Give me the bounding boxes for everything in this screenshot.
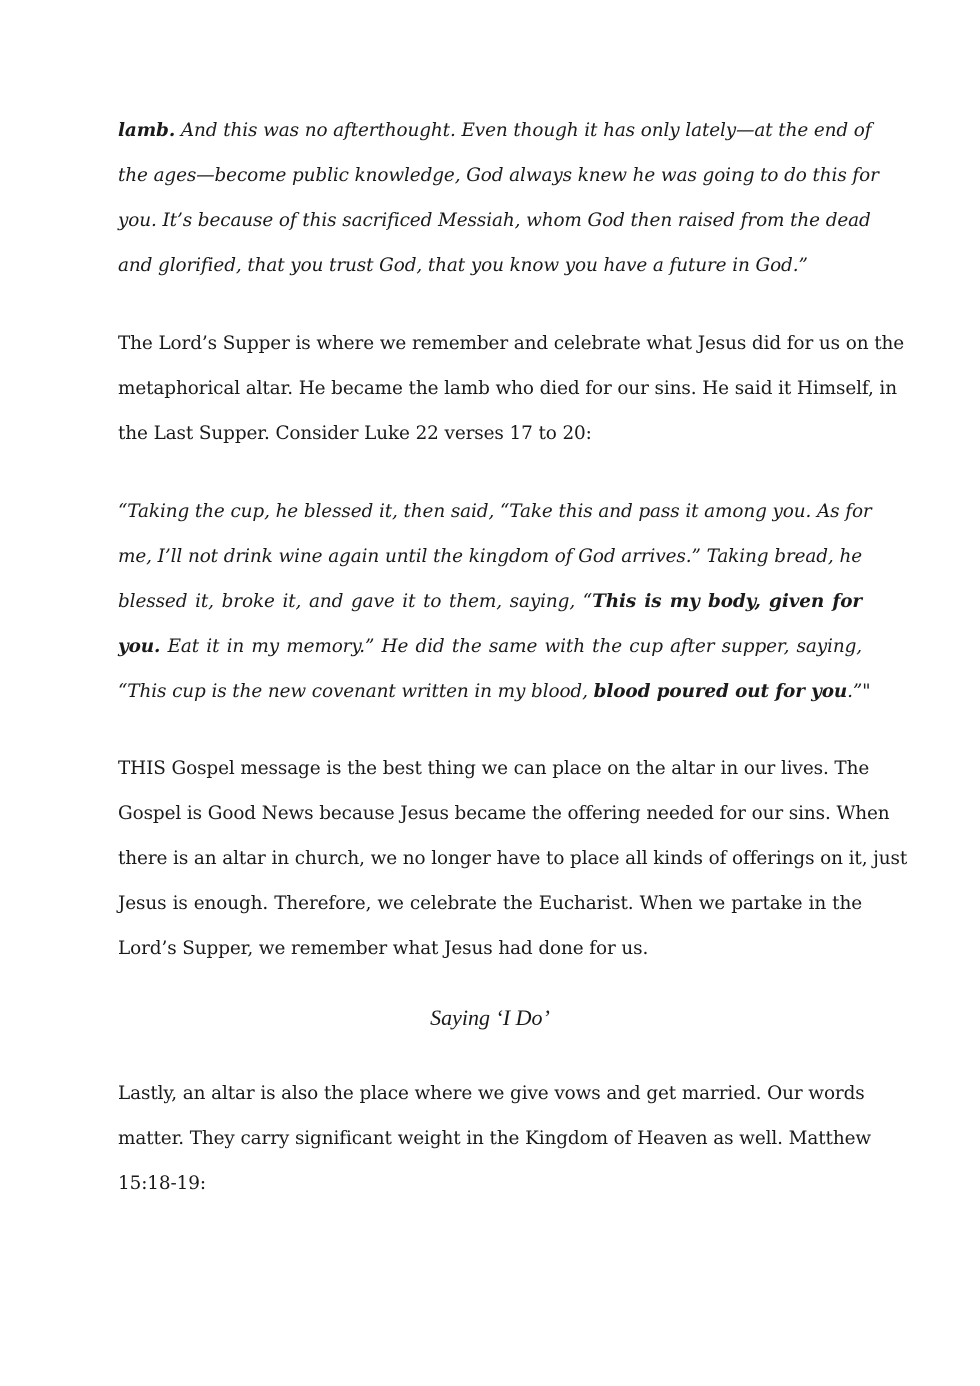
text-line: and glorified, that you trust God, that you know you have a future in God.”	[118, 255, 808, 276]
bold-text: This is my body, given for	[592, 591, 862, 612]
text-line: Lastly, an altar is also the place where we give vows and get married. Our words	[118, 1083, 865, 1104]
text-line: metaphorical altar. He became the lamb who died for our sins. He said it Himself, in	[118, 378, 897, 399]
text-span: blessed it, broke it, and gave it to them, saying, “	[118, 591, 593, 612]
text-span: .”"	[847, 681, 871, 702]
text-span: “This cup is the new covenant written in my blood,	[118, 681, 594, 702]
text-line: matter. They carry significant weight in the Kingdom of Heaven as well. Matthew	[118, 1128, 872, 1149]
text-line: the Last Supper. Consider Luke 22 verses 17 to 20:	[118, 423, 592, 444]
text-line: the ages—become public knowledge, God always knew he was going to do this for	[118, 165, 879, 186]
text-span: And this was no afterthought. Even though it has only lately—at the end of	[175, 120, 872, 141]
quote-paragraph-1	[118, 108, 879, 288]
bold-text: blood poured out for you	[593, 681, 848, 702]
text-line: The Lord’s Supper is where we remember and celebrate what Jesus did for us on the	[118, 333, 905, 354]
text-line	[118, 579, 862, 624]
text-line: “Taking the cup, he blessed it, then said, “Take this and pass it among you. As for	[118, 501, 872, 522]
text-line	[118, 669, 871, 714]
text-line: 15:18-19:	[118, 1173, 206, 1194]
text-line: Lord’s Supper, we remember what Jesus had done for us.	[118, 938, 649, 959]
text-line: Gospel is Good News because Jesus became the offering needed for our sins. When	[118, 803, 890, 824]
bold-text: lamb.	[118, 120, 176, 141]
text-line: Jesus is enough. Therefore, we celebrate the Eucharist. When we partake in the	[118, 893, 862, 914]
text-line: THIS Gospel message is the best thing we can place on the altar in our lives. The	[118, 758, 870, 779]
section-heading: Saying ‘I Do’	[430, 1005, 550, 1030]
text-line: there is an altar in church, we no longer have to place all kinds of offerings on it, just	[118, 848, 908, 869]
text-line: me, I’ll not drink wine again until the kingdom of God arrives.” Taking bread, he	[118, 546, 862, 567]
bold-text: you.	[118, 636, 161, 657]
text-line	[118, 624, 862, 669]
quote-paragraph-3	[118, 489, 872, 714]
text-span: Eat it in my memory.” He did the same with the cup after supper, saying,	[160, 636, 862, 657]
text-line	[118, 108, 872, 153]
body-paragraph-4	[118, 746, 908, 971]
text-line: you. It’s because of this sacrificed Messiah, whom God then raised from the dead	[118, 210, 871, 231]
body-paragraph-2	[118, 321, 905, 456]
body-paragraph-5	[118, 1071, 872, 1206]
